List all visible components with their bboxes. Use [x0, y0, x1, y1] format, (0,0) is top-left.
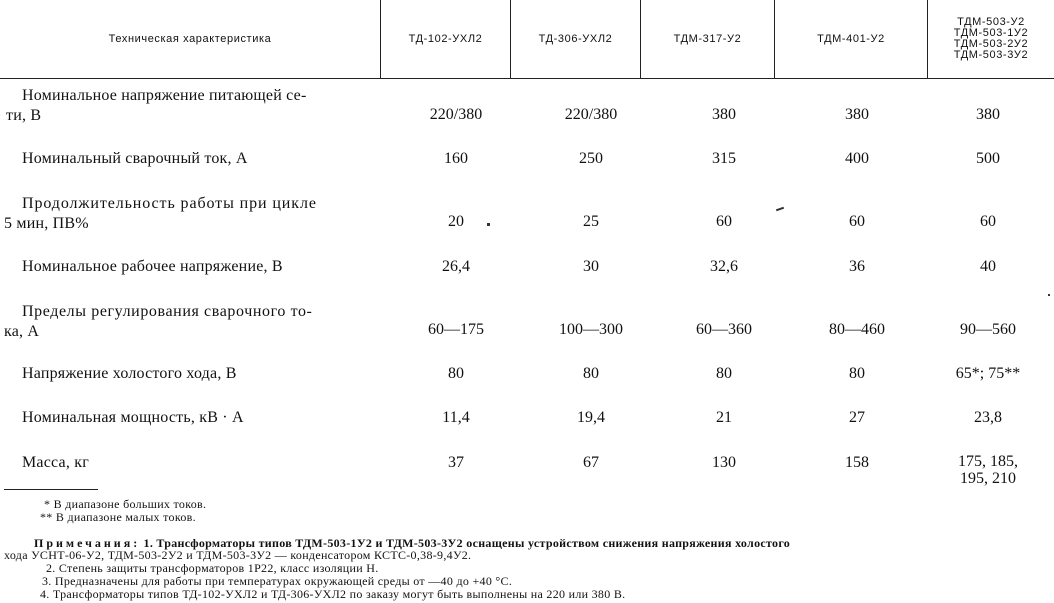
cell-value: 27 [849, 409, 865, 426]
cell-value-line: 195, 210 [960, 470, 1016, 487]
header-model-line: ТДМ-503-2У2 [953, 38, 1029, 50]
notes-heading: Примечания: [34, 536, 141, 550]
cell-value: 380 [976, 106, 1000, 123]
cell-value: 80—460 [829, 321, 885, 338]
cell-value: 80 [849, 365, 865, 382]
row-label [22, 257, 372, 277]
cell-value: 60—360 [696, 321, 752, 338]
row-label [4, 302, 372, 342]
row-label [22, 453, 372, 473]
cell-value-line: 175, 185, [958, 453, 1018, 470]
note-1-text: 1. Трансформаторы типов ТДМ-503-1У2 и ТДМ-503-3У2 оснащены устройством снижения напряжения холостого [143, 536, 791, 550]
cell-value: 20 [448, 213, 464, 230]
cell-value: 60 [980, 213, 996, 230]
header-model-line: ТДМ-503-3У2 [953, 49, 1029, 61]
row-label-line: Пределы регулирования сварочного то- [22, 303, 313, 320]
row-label [6, 86, 372, 126]
cell-value: 100—300 [559, 321, 623, 338]
cell-value: 500 [976, 150, 1000, 167]
note-1-line-2: хода УСНТ-06-У2, ТДМ-503-2У2 и ТДМ-503-3У2 — конденсатором КСТС-0,38-9,4У2. [4, 548, 472, 562]
cell-value: 80 [583, 365, 599, 382]
cell-value: 11,4 [442, 409, 470, 426]
cell-value: 220/380 [429, 106, 483, 123]
table-header [0, 0, 1054, 79]
cell-value: 67 [583, 454, 599, 471]
row-label-line: Продолжительность работы при цикле [22, 195, 317, 212]
row-label-line: Напряжение холостого хода, В [22, 365, 237, 382]
scan-speck [1048, 294, 1050, 296]
cell-value: 250 [579, 150, 603, 167]
note-4: 4. Трансформаторы типов ТД-102-УХЛ2 и ТД-306-УХЛ2 по заказу могут быть выполнены на 220 или 380 В. [40, 587, 626, 601]
cell-value: 65*; 75** [955, 365, 1021, 382]
row-label [22, 364, 372, 384]
row-label-line: Номинальная мощность, кВ · А [22, 409, 244, 426]
row-label-line: Номинальное напряжение питающей се- [22, 87, 307, 104]
row-label-line: ти, В [6, 107, 42, 124]
cell-value: 19,4 [577, 409, 605, 426]
cell-value: 160 [444, 150, 468, 167]
cell-value: 21 [716, 409, 732, 426]
cell-value: 80 [448, 365, 464, 382]
cell-value: 23,8 [974, 409, 1002, 426]
cell-value: 32,6 [710, 258, 738, 275]
row-label [22, 149, 372, 169]
row-label-line: Номинальное рабочее напряжение, В [22, 258, 283, 275]
header-model-line: ТДМ-503-1У2 [953, 27, 1029, 39]
cell-value: 25 [583, 213, 599, 230]
cell-value: 380 [845, 106, 869, 123]
row-label-line: ка, А [4, 323, 40, 340]
cell-value: 400 [845, 150, 869, 167]
row-label-line: Номинальный сварочный ток, А [22, 150, 248, 167]
cell-value: 60 [849, 213, 865, 230]
scan-speck [487, 223, 490, 226]
row-label-line: 5 мин, ПВ% [4, 215, 89, 232]
header-model-5 [928, 0, 1054, 78]
cell-value: 130 [712, 454, 736, 471]
cell-value: 220/380 [564, 106, 618, 123]
footnote: ** В диапазоне малых токов. [40, 510, 196, 524]
cell-value: 158 [845, 454, 869, 471]
footnote-divider [4, 489, 98, 490]
cell-value [923, 453, 1053, 487]
scan-speck [776, 207, 784, 212]
cell-value: 380 [712, 106, 736, 123]
cell-value: 60—175 [428, 321, 484, 338]
header-model-4 [775, 0, 927, 78]
cell-value: 36 [849, 258, 865, 275]
header-model-label: ТДМ-317-У2 [673, 32, 742, 45]
cell-value: 80 [716, 365, 732, 382]
row-label-line: Масса, кг [22, 454, 89, 471]
cell-value: 30 [583, 258, 599, 275]
header-model-line: ТДМ-503-У2 [957, 16, 1025, 28]
header-characteristic-label: Техническая характеристика [108, 32, 272, 45]
row-label [4, 194, 372, 234]
cell-value: 60 [716, 213, 732, 230]
cell-value: 37 [448, 454, 464, 471]
note-2: 2. Степень защиты трансформаторов 1Р22, класс изоляции Н. [46, 561, 379, 575]
header-characteristic [0, 0, 380, 78]
header-model-label: ТД-306-УХЛ2 [538, 32, 613, 45]
footnote: * В диапазоне больших токов. [44, 497, 207, 511]
cell-value: 40 [980, 258, 996, 275]
header-model-3 [641, 0, 774, 78]
cell-value: 90—560 [960, 321, 1016, 338]
cell-value: 315 [712, 150, 736, 167]
header-model-label: ТДМ-401-У2 [817, 32, 885, 45]
header-model-label: ТД-102-УХЛ2 [408, 32, 483, 45]
row-label [22, 408, 372, 428]
note-3: 3. Предназначены для работы при температурах окружающей среды от —40 до +40 °С. [42, 574, 513, 588]
header-model-1 [381, 0, 510, 78]
cell-value: 26,4 [442, 258, 470, 275]
header-model-2 [511, 0, 640, 78]
